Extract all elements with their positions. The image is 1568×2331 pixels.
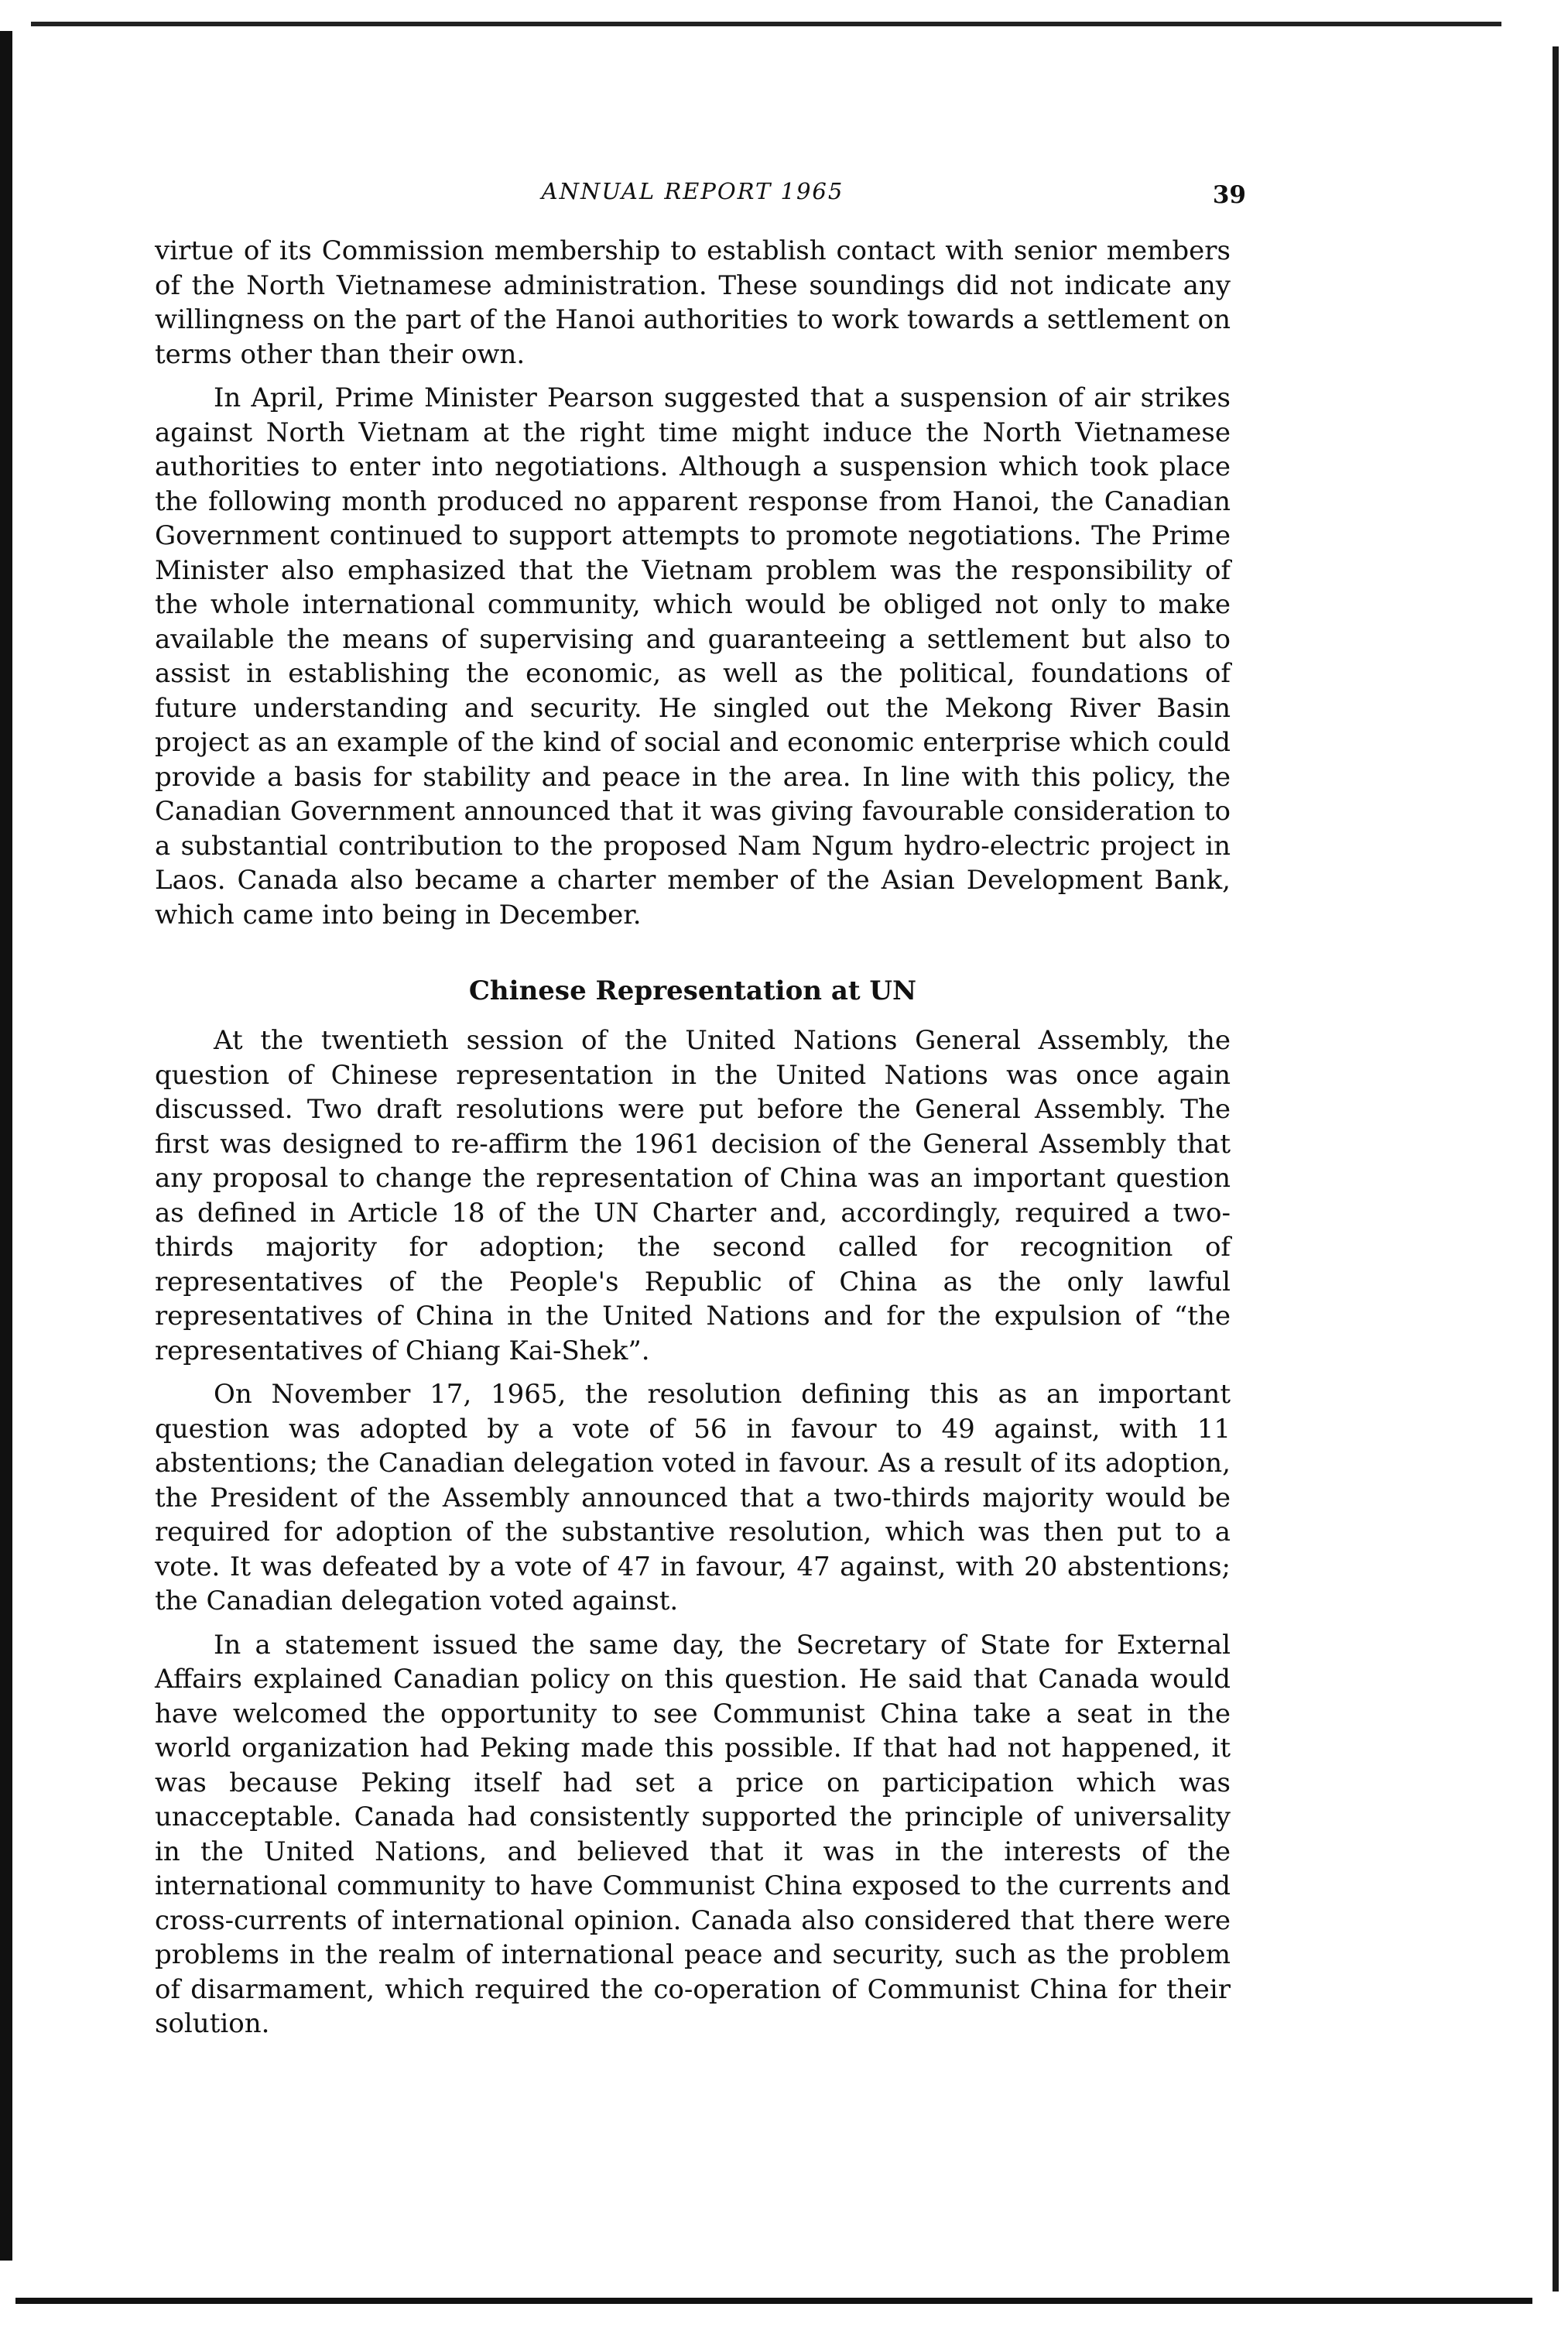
document-page (155, 170, 1246, 2051)
paragraph-secretary-statement: In a statement issued the same day, the Secretary of State for External Affairs explained Canadian policy on this question. He said that Canada would have welcomed the opportunity to see Communist China take a seat in the world organization had Peking made this possible. If that had not happened, it was because Peking itself had set a price on participation which was unacceptable. Canada had consistently supported the principle of universality in the United Nations, and believed that it was in the interests of the international community to have Communist China exposed to the currents and cross-currents of international opinion. Canada also considered that there were problems in the realm of international peace and security, such as the problem of disarmament, which required the co-operation of Communist China for their solution. (155, 1629, 1231, 2039)
page-number: 39 (1212, 181, 1246, 209)
scan-border-left (0, 31, 12, 2261)
running-title: ANNUAL REPORT 1965 (541, 178, 844, 204)
scan-border-bottom (15, 2298, 1532, 2304)
scan-border-top (31, 22, 1501, 26)
paragraph-twentieth-session: At the twentieth session of the United Nations General Assembly, the question of Chinese representation in the United Nations was once again discussed. Two draft resolutions were put before the General Assembly. The first was designed to re-affirm the 1961 decision of the General Assembly that any proposal to change the representation of China was an important question as defined in Article 18 of the UN Charter and, accordingly, required a two-thirds majority for adoption; the second called for recognition of representatives of the People's Republic of China as the only lawful representatives of China in the United Nations and for the expulsion of “the representatives of Chiang Kai-Shek”. (155, 1025, 1231, 1366)
paragraph-pearson-suggestion: In April, Prime Minister Pearson suggested that a suspension of air strikes against North Vietnam at the right time might induce the North Vietnamese authorities to enter into negotiations. Although a suspension which took place the following month produced no apparent response from Hanoi, the Canadian Government continued to support attempts to promote negotiations. The Prime Minister also emphasized that the Vietnam problem was the responsibility of the whole international community, which would be obliged not only to make available the means of supervising and guaranteeing a settlement but also to assist in establishing the economic, as well as the political, foundations of future understanding and security. He singled out the Mekong River Basin project as an example of the kind of social and economic enterprise which could provide a basis for stability and peace in the area. In line with this policy, the Canadian Government announced that it was giving favourable consideration to a substantial contribution to the proposed Nam Ngum hydro-electric project in Laos. Canada also became a charter member of the Asian Development Bank, which came into being in December. (155, 382, 1231, 931)
paragraph-continued: virtue of its Commission membership to establish contact with senior members of the North Vietnamese administration. These soundings did not indicate any willingness on the part of the Hanoi authorities to work towards a settlement on terms other than their own. (155, 235, 1231, 370)
scan-border-right (1553, 46, 1559, 2292)
paragraph-november-vote: On November 17, 1965, the resolution defining this as an important question was adopted by a vote of 56 in favour to 49 against, with 11 abstentions; the Canadian delegation voted in favour. As a result of its adoption, the President of the Assembly announced that a two-thirds majority would be required for adoption of the substantive resolution, which was then put to a vote. It was defeated by a vote of 47 in favour, 47 against, with 20 abstentions; the Canadian delegation voted against. (155, 1379, 1231, 1616)
section-heading: Chinese Representation at UN (468, 975, 917, 1006)
running-head (155, 170, 1246, 217)
